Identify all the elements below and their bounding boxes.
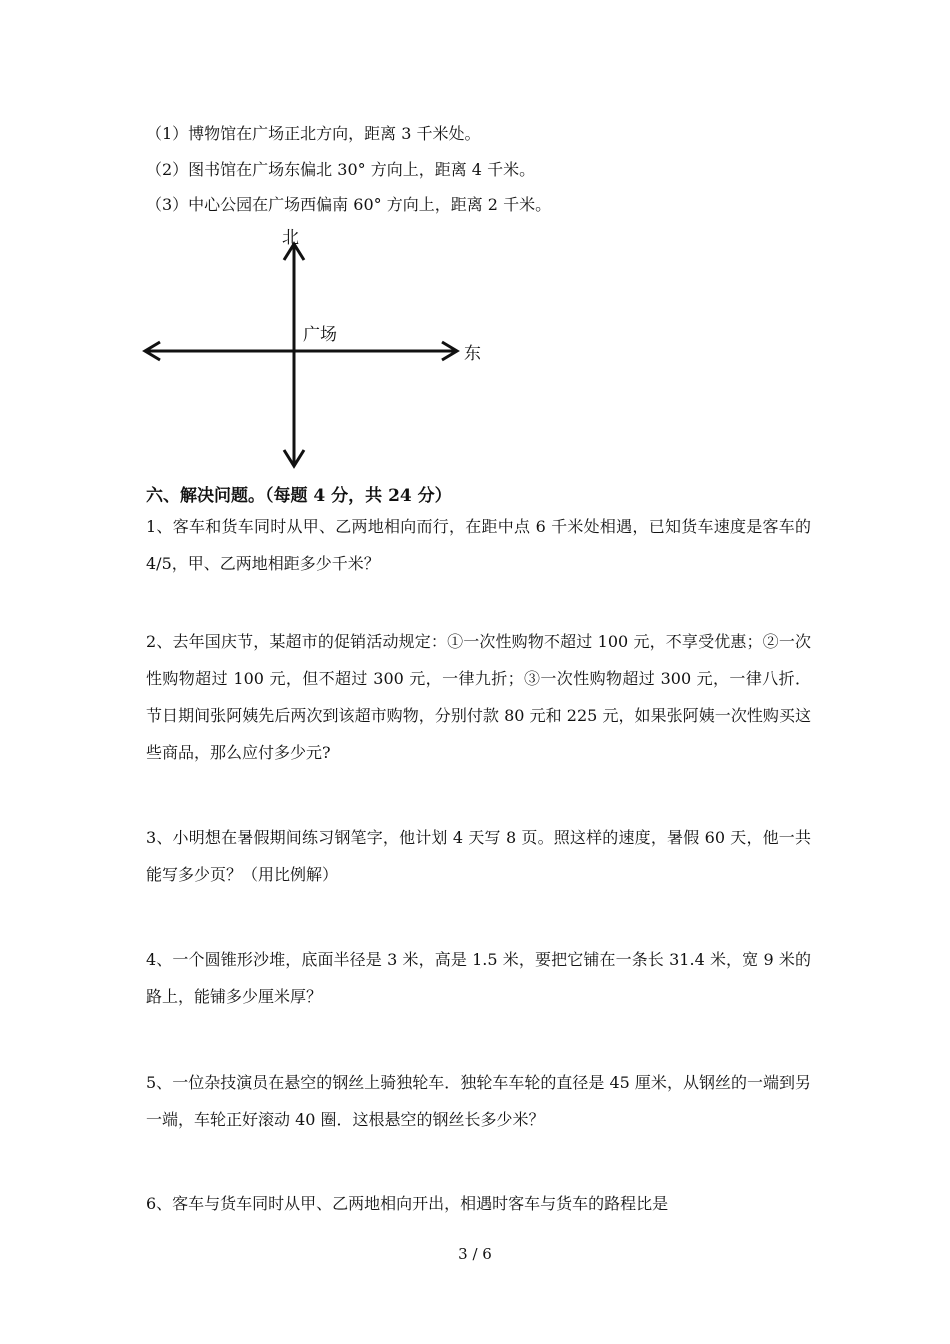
problem-2: 2、去年国庆节，某超市的促销活动规定：①一次性购物不超过 100 元，不享受优惠；②一次性购物超过 100 元，但不超过 300 元，一律九折；③一次性购物超过 300 元，一律八折．节日期间张阿姨先后两次到该超市购物，分别付款 80 元和 225 元，如果张阿姨一次性购买这些商品，那么应付多少元? [146, 632, 811, 762]
section-title: 六、解决问题。（每题 4 分，共 24 分） [146, 486, 452, 506]
intro-item-3: （3）中心公园在广场西偏南 60° 方向上，距离 2 千米。 [146, 195, 552, 214]
page-number: 3 / 6 [458, 1245, 492, 1263]
problem-1: 1、客车和货车同时从甲、乙两地相向而行，在距中点 6 千米处相遇，已知货车速度是客车的 4/5，甲、乙两地相距多少千米？ [146, 517, 811, 573]
problem-4: 4、一个圆锥形沙堆，底面半径是 3 米，高是 1.5 米，要把它铺在一条长 31.4 米，宽 9 米的路上，能铺多少厘米厚？ [146, 950, 811, 1006]
intro-item-2: （2）图书馆在广场东偏北 30° 方向上，距离 4 千米。 [146, 160, 536, 179]
north-label: 北 [282, 228, 299, 248]
east-label: 东 [464, 344, 481, 364]
problem-3: 3、小明想在暑假期间练习钢笔字，他计划 4 天写 8 页。照这样的速度，暑假 60 天，他一共能写多少页？（用比例解） [146, 828, 811, 884]
center-label: 广场 [303, 325, 337, 345]
compass-diagram [140, 228, 500, 473]
compass-axes [140, 228, 500, 473]
problem-6: 6、客车与货车同时从甲、乙两地相向开出，相遇时客车与货车的路程比是 [146, 1194, 669, 1213]
problem-5: 5、一位杂技演员在悬空的钢丝上骑独轮车．独轮车车轮的直径是 45 厘米，从钢丝的一端到另一端，车轮正好滚动 40 圈．这根悬空的钢丝长多少米？ [146, 1073, 811, 1129]
intro-item-1: （1）博物馆在广场正北方向，距离 3 千米处。 [146, 124, 481, 143]
